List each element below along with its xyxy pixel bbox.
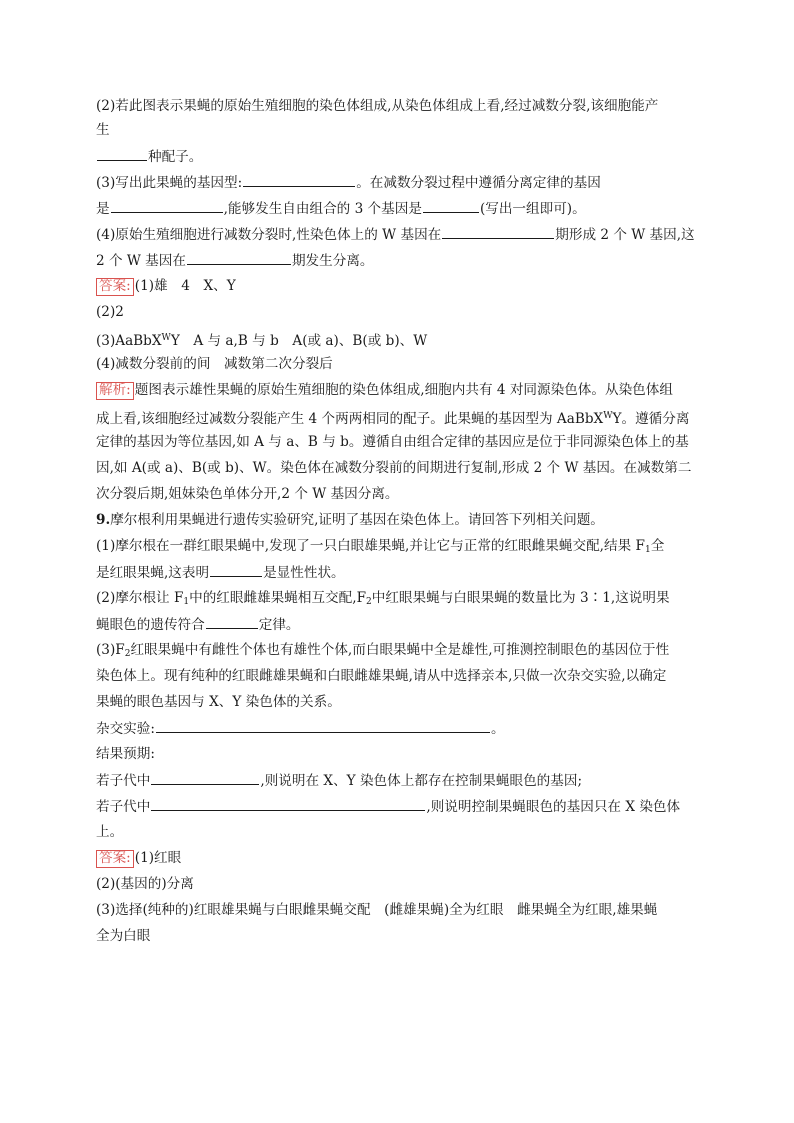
text: (2)2 bbox=[96, 304, 124, 320]
text: (3)选择(纯种的)红眼雄果蝇与白眼雌果蝇交配 (雌雄果蝇)全为红眼 雌果蝇全为红眼,雄果蝇 bbox=[96, 902, 658, 918]
text: 全为白眼 bbox=[96, 928, 151, 944]
q9-result2-line2 bbox=[96, 822, 123, 842]
q9-stem bbox=[96, 510, 604, 530]
text: (写出一组即可)。 bbox=[479, 201, 586, 217]
analysis-tag: 解析: bbox=[96, 382, 134, 400]
answer-blank[interactable] bbox=[156, 718, 490, 733]
q9-part3-line3 bbox=[96, 692, 341, 712]
text: (1)雄 4 X、Y bbox=[134, 278, 236, 294]
text: 摩尔根利用果蝇进行遗传实验研究,证明了基因在染色体上。请回答下列相关问题。 bbox=[110, 512, 604, 528]
answer-blank[interactable] bbox=[97, 146, 147, 161]
text: 次分裂后期,姐妹染色单体分开,2 个 W 基因分离。 bbox=[96, 486, 399, 502]
text: 上。 bbox=[96, 824, 124, 840]
q9-predict-label bbox=[96, 744, 155, 764]
text: 期形成 2 个 W 基因,这 bbox=[555, 227, 695, 243]
text: 若子代中 bbox=[96, 799, 151, 815]
text: 是红眼果蝇,这表明 bbox=[96, 565, 210, 581]
q9-answer-line1 bbox=[96, 848, 181, 868]
text: (2)(基因的)分离 bbox=[96, 876, 194, 892]
q9-part3-line2 bbox=[96, 666, 666, 686]
text: 果蝇的眼色基因与 X、Y 染色体的关系。 bbox=[96, 694, 341, 710]
q8-part4-line1 bbox=[96, 224, 695, 244]
text: ,则说明在 X、Y 染色体上都存在控制果蝇眼色的基因; bbox=[260, 773, 583, 789]
text: Y。遵循分离 bbox=[612, 411, 690, 427]
text: 全 bbox=[650, 538, 665, 554]
text: (1)红眼 bbox=[134, 850, 182, 866]
answer-blank[interactable] bbox=[187, 250, 291, 265]
q9-cross-line bbox=[96, 718, 505, 738]
q8-analysis-line5 bbox=[96, 484, 399, 504]
q8-part3-line1 bbox=[96, 172, 601, 192]
text: 定律的基因为等位基因,如 A 与 a、B 与 b。遵循自由组合定律的基因应是位于非同源染色体上的基 bbox=[96, 434, 689, 450]
text: Y A 与 a,B 与 b A(或 a)、B(或 b)、W bbox=[170, 333, 428, 349]
q9-part1-line1 bbox=[96, 536, 664, 556]
text: 中红眼果蝇与白眼果蝇的数量比为 3∶1,这说明果 bbox=[371, 590, 670, 606]
q9-answer-line2 bbox=[96, 874, 194, 894]
text: (1)摩尔根在一群红眼果蝇中,发现了一只白眼雄果蝇,并让它与正常的红眼雌果蝇交配,结果 F bbox=[96, 538, 645, 554]
answer-blank[interactable] bbox=[442, 224, 554, 239]
answer-blank[interactable] bbox=[206, 614, 258, 629]
text: 成上看,该细胞经过减数分裂能产生 4 个两两相同的配子。此果蝇的基因型为 AaBbX bbox=[96, 411, 604, 427]
question-number: 9. bbox=[96, 512, 111, 528]
subscript: 2 bbox=[366, 597, 372, 607]
superscript: W bbox=[161, 333, 171, 343]
q8-answer-line2 bbox=[96, 302, 124, 322]
text: 中的红眼雌雄果蝇相互交配,F bbox=[189, 590, 367, 606]
text: 是显性性状。 bbox=[263, 565, 345, 581]
text: 结果预期: bbox=[96, 746, 155, 762]
answer-blank[interactable] bbox=[151, 770, 259, 785]
subscript: 1 bbox=[183, 597, 190, 607]
q8-part4-line2 bbox=[96, 250, 374, 270]
text: 题图表示雄性果蝇的原始生殖细胞的染色体组成,细胞内共有 4 对同源染色体。从染色体组 bbox=[134, 382, 673, 398]
text: 蝇眼色的遗传符合 bbox=[96, 617, 205, 633]
q9-part1-line2 bbox=[96, 562, 345, 582]
text: 种配子。 bbox=[148, 149, 203, 165]
answer-blank[interactable] bbox=[243, 172, 355, 187]
q8-analysis-line3 bbox=[96, 432, 689, 452]
q9-result2-line1 bbox=[96, 796, 680, 816]
text: 红眼果蝇中有雌性个体也有雄性个体,而白眼果蝇中全是雄性,可推测控制眼色的基因位于性 bbox=[130, 642, 670, 658]
q8-part3-line2 bbox=[96, 198, 586, 218]
text: 若子代中 bbox=[96, 773, 151, 789]
text: (2)若此图表示果蝇的原始生殖细胞的染色体组成,从染色体组成上看,经过减数分裂,该细胞能产 bbox=[96, 98, 659, 114]
text: ,则说明控制果蝇眼色的基因只在 X 染色体 bbox=[426, 799, 681, 815]
text: 定律。 bbox=[258, 617, 300, 633]
answer-tag: 答案: bbox=[96, 850, 134, 868]
q8-analysis-line2 bbox=[96, 406, 689, 426]
subscript: 2 bbox=[124, 649, 131, 659]
text: 期发生分离。 bbox=[291, 253, 374, 269]
q8-answer-line4 bbox=[96, 354, 333, 374]
subscript: 1 bbox=[644, 545, 651, 555]
q8-part2-line2 bbox=[96, 120, 110, 140]
q9-part3-line1 bbox=[96, 640, 669, 660]
text: 。在减数分裂过程中遵循分离定律的基因 bbox=[356, 175, 601, 191]
text: (3)AaBbX bbox=[96, 333, 162, 349]
text: 。 bbox=[490, 721, 505, 737]
text: 因,如 A(或 a)、B(或 b)、W。染色体在减数分裂前的间期进行复制,形成 2 个 W 基因。在减数第二 bbox=[96, 460, 692, 476]
q8-answer-line3 bbox=[96, 328, 427, 348]
text: 生 bbox=[96, 122, 110, 138]
answer-blank[interactable] bbox=[423, 198, 479, 213]
text: (3)写出此果蝇的基因型: bbox=[96, 175, 243, 191]
text: 2 个 W 基因在 bbox=[96, 253, 186, 269]
answer-blank[interactable] bbox=[111, 198, 223, 213]
text: 是 bbox=[96, 201, 110, 217]
text: (3)F bbox=[96, 642, 125, 658]
text: ,能够发生自由组合的 3 个基因是 bbox=[223, 201, 422, 217]
text: 杂交实验: bbox=[96, 721, 155, 737]
text: 染色体上。现有纯种的红眼雌雄果蝇和白眼雌雄果蝇,请从中选择亲本,只做一次杂交实验,以确定 bbox=[96, 668, 667, 684]
q8-part2-line3 bbox=[96, 146, 202, 166]
q9-part2-line2 bbox=[96, 614, 300, 634]
q8-analysis-line1 bbox=[96, 380, 673, 400]
text: (4)原始生殖细胞进行减数分裂时,性染色体上的 W 基因在 bbox=[96, 227, 442, 243]
q9-part2-line1 bbox=[96, 588, 670, 608]
q8-answer-line1 bbox=[96, 276, 236, 296]
q9-answer-line3 bbox=[96, 900, 657, 920]
q9-answer-line4 bbox=[96, 926, 150, 946]
answer-blank[interactable] bbox=[151, 796, 425, 811]
text: (2)摩尔根让 F bbox=[96, 590, 184, 606]
q8-analysis-line4 bbox=[96, 458, 692, 478]
answer-tag: 答案: bbox=[96, 278, 134, 296]
superscript: W bbox=[603, 411, 613, 421]
q9-result1-line bbox=[96, 770, 582, 790]
answer-blank[interactable] bbox=[210, 562, 262, 577]
q8-part2-line1 bbox=[96, 96, 658, 116]
text: (4)减数分裂前的间 减数第二次分裂后 bbox=[96, 356, 333, 372]
